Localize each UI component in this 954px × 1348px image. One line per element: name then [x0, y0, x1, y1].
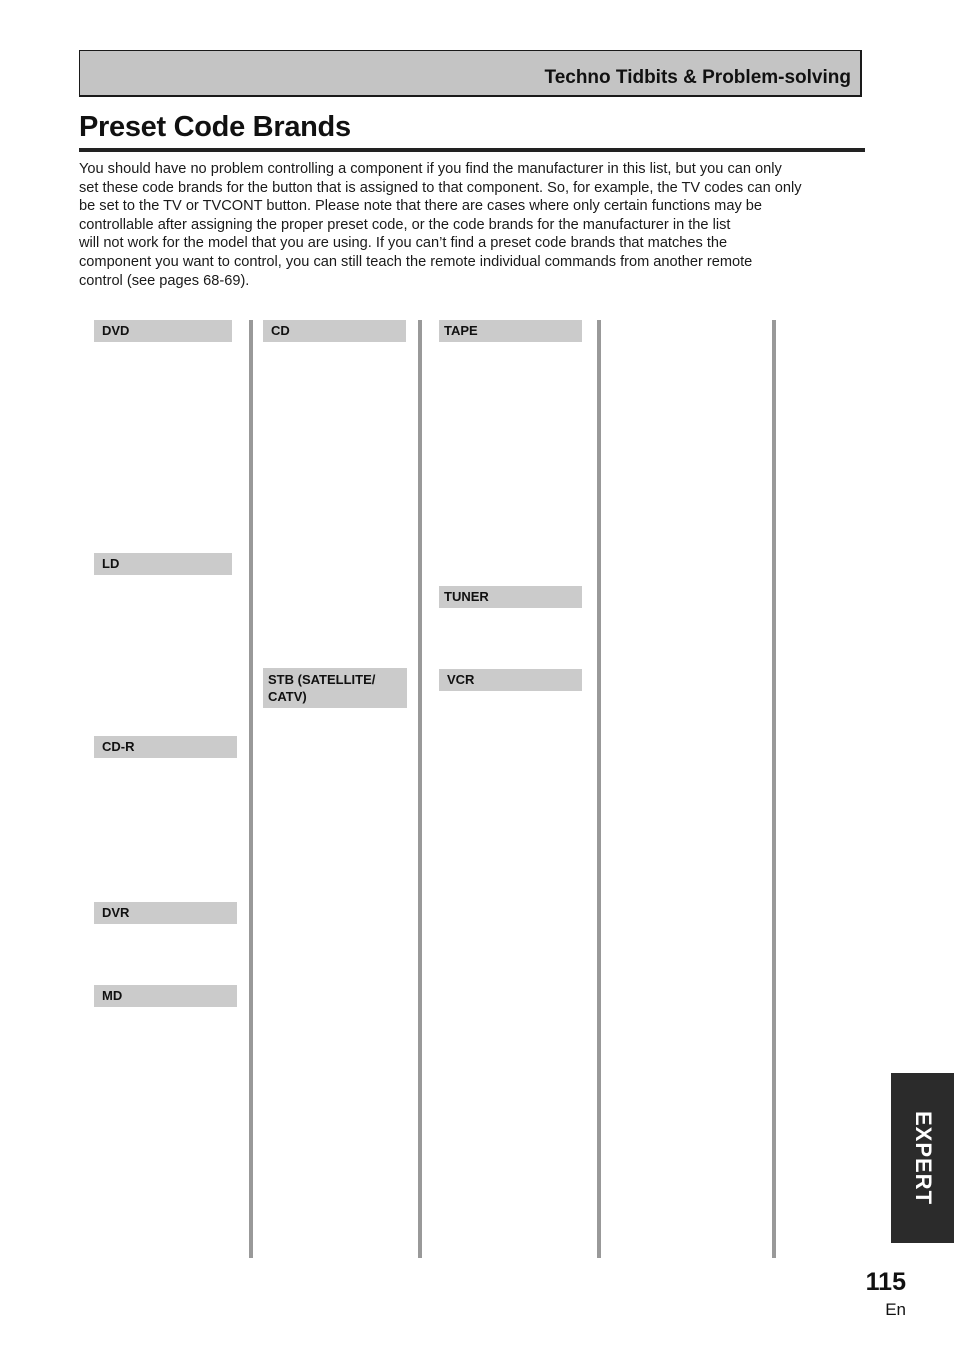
category-cd: CD	[263, 320, 406, 342]
category-vcr: VCR	[439, 669, 582, 691]
intro-line: You should have no problem controlling a component if you find the manufacturer in this list, but you can only	[79, 161, 782, 177]
category-ld: LD	[94, 553, 232, 575]
category-stb-line1: STB (SATELLITE/	[268, 672, 376, 687]
category-dvd: DVD	[94, 320, 232, 342]
category-stb-line2: CATV)	[268, 689, 307, 704]
section-title: Techno Tidbits & Problem-solving	[544, 67, 851, 88]
intro-line: controllable after assigning the proper preset code, or the code brands for the manufacturer in the list	[79, 216, 731, 233]
column-divider	[418, 320, 422, 1258]
intro-line: control (see pages 68-69).	[79, 272, 250, 289]
category-stb	[263, 668, 407, 708]
intro-paragraph	[79, 160, 869, 290]
title-rule	[79, 148, 865, 152]
column-divider	[249, 320, 253, 1258]
category-md: MD	[94, 985, 237, 1007]
intro-line: will not work for the model that you are using. If you can’t find a preset code brands that matches the	[79, 235, 728, 252]
expert-side-tab	[891, 1073, 954, 1243]
category-tape: TAPE	[439, 320, 582, 342]
page-number: 115	[865, 1268, 906, 1296]
page-language: En	[885, 1300, 906, 1319]
column-divider	[597, 320, 601, 1258]
expert-tab-label: EXPERT	[910, 1110, 936, 1206]
intro-line: set these code brands for the button that is assigned to that component. So, for example, the TV codes can only	[79, 179, 802, 196]
category-tuner: TUNER	[439, 586, 582, 608]
section-header-bar	[79, 50, 862, 97]
category-cd-r: CD-R	[94, 736, 237, 758]
page-title: Preset Code Brands	[79, 111, 351, 143]
column-divider	[772, 320, 776, 1258]
category-dvr: DVR	[94, 902, 237, 924]
intro-line: component you want to control, you can still teach the remote individual commands from another remote	[79, 253, 753, 270]
intro-line: be set to the TV or TVCONT button. Please note that there are cases where only certain functions may be	[79, 198, 763, 215]
